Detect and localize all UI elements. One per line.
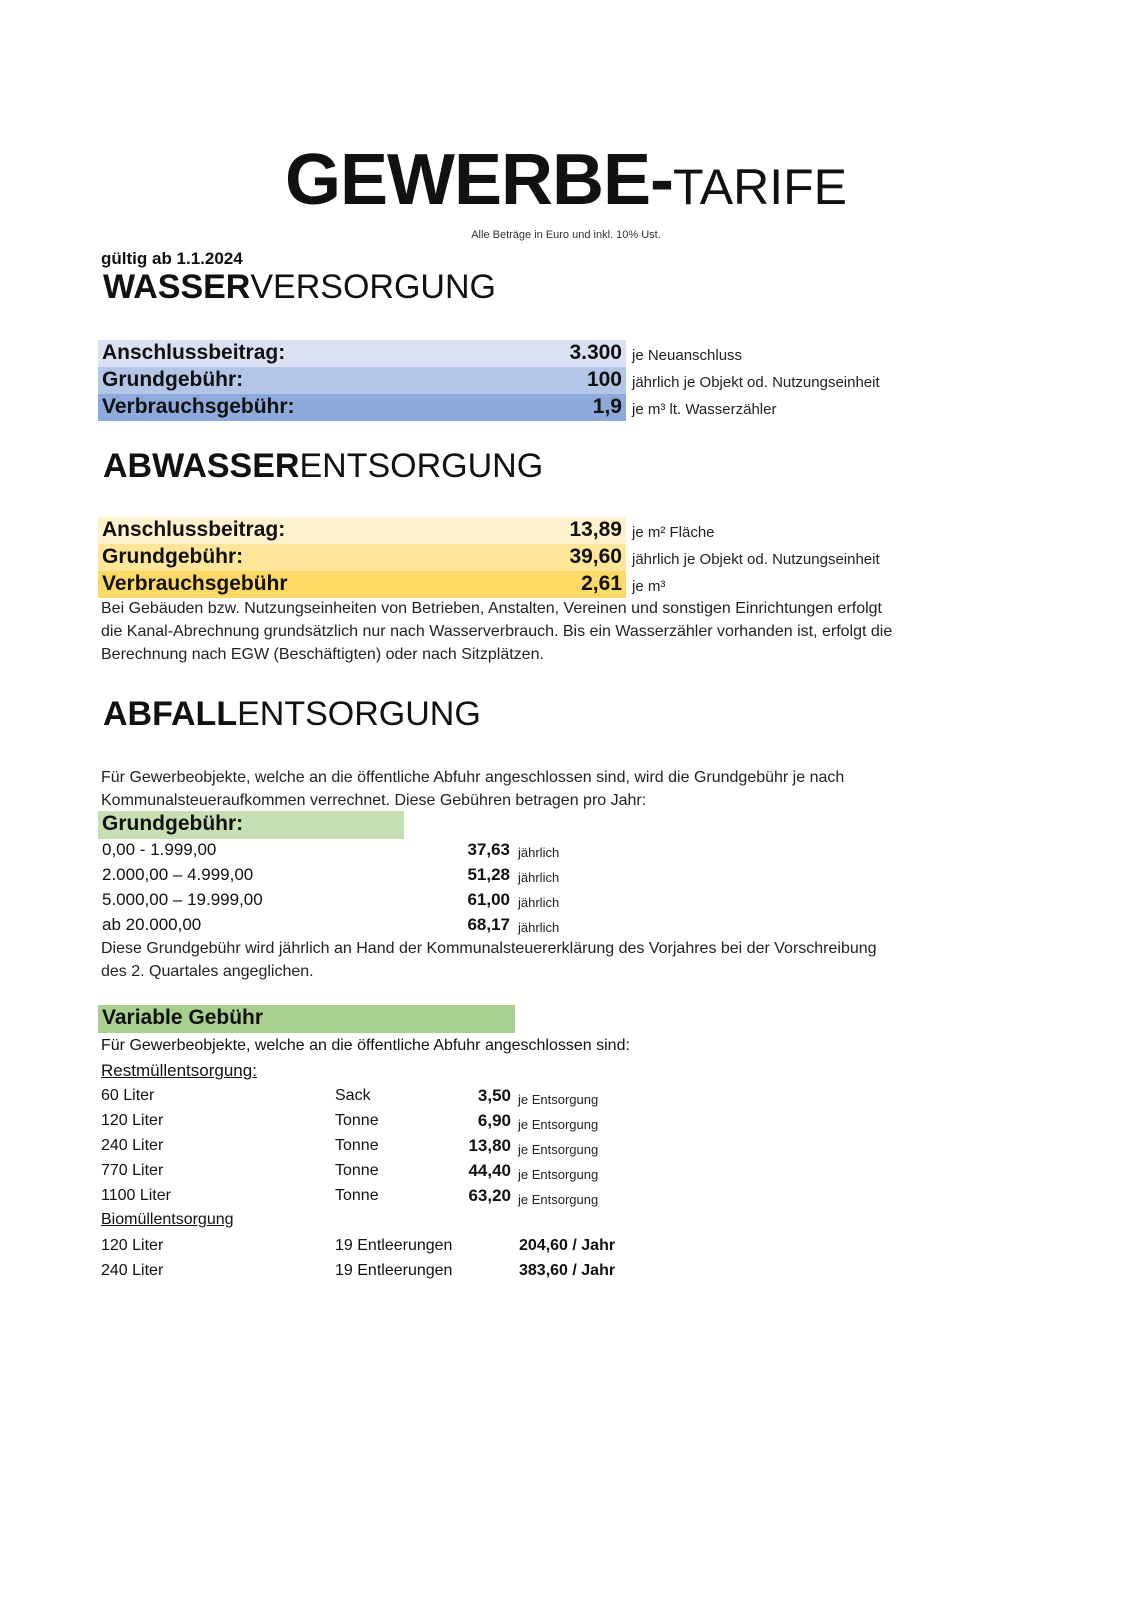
abwasser-row-grund xyxy=(98,544,626,571)
bio-price: 383,60 / Jahr xyxy=(519,1262,616,1279)
heading-abfall xyxy=(103,694,481,734)
heading-wasser xyxy=(103,267,496,307)
tier-range: ab 20.000,00 xyxy=(102,915,202,934)
wasser-row-grund xyxy=(98,367,626,394)
biomuell-label: Biomüllentsorgung xyxy=(101,1211,234,1228)
rest-size: 60 Liter xyxy=(101,1087,155,1104)
tier-unit: jährlich xyxy=(518,870,560,885)
abfall-intro-line: Kommunalsteueraufkommen verrechnet. Diese Gebühren betragen pro Jahr: xyxy=(101,792,647,809)
bio-size: 240 Liter xyxy=(101,1262,164,1279)
wasser-row-label: Verbrauchsgebühr: xyxy=(102,395,295,418)
restmuell-label: Restmüllentsorgung: xyxy=(101,1061,257,1080)
grund-note xyxy=(101,937,877,983)
tier-range: 5.000,00 – 19.999,00 xyxy=(102,890,263,909)
amount-note: Alle Beträge in Euro und inkl. 10% Ust. xyxy=(471,229,661,241)
abwasser-text-line: die Kanal-Abrechnung grundsätzlich nur nach Wasserverbrauch. Bis ein Wasserzähler vorhanden ist, erfolgt die xyxy=(101,623,893,640)
abwasser-row-label: Grundgebühr: xyxy=(102,545,244,568)
wasser-row-unit: jährlich je Objekt od. Nutzungseinheit xyxy=(632,374,880,391)
tier-value: 37,63 xyxy=(467,840,510,859)
title-bold: GEWERBE- xyxy=(284,140,673,220)
bio-price: 204,60 / Jahr xyxy=(519,1237,616,1254)
tier-range: 2.000,00 – 4.999,00 xyxy=(102,865,254,884)
variable-gebuehr-label: Variable Gebühr xyxy=(102,1006,264,1029)
heading-wasser-normal: VERSORGUNG xyxy=(250,268,496,306)
abwasser-row-unit: je m² Fläche xyxy=(632,524,715,541)
rest-unit: je Entsorgung xyxy=(518,1167,599,1182)
abwasser-row-value: 2,61 xyxy=(581,572,622,595)
bio-freq: 19 Entleerungen xyxy=(335,1237,453,1254)
page-title xyxy=(0,140,1132,240)
abwasser-row-value: 39,60 xyxy=(569,545,622,568)
wasser-row-value: 3.300 xyxy=(569,341,622,364)
grund-note-line: des 2. Quartales angeglichen. xyxy=(101,963,314,980)
abwasser-row-unit: jährlich je Objekt od. Nutzungseinheit xyxy=(632,551,880,568)
abwasser-row-anschluss xyxy=(98,517,626,544)
rest-type: Sack xyxy=(335,1087,371,1104)
rest-value: 13,80 xyxy=(468,1136,511,1155)
wasser-row-value: 1,9 xyxy=(592,395,622,418)
rest-unit: je Entsorgung xyxy=(518,1092,599,1107)
rest-type: Tonne xyxy=(335,1187,379,1204)
grundgebuehr-label: Grundgebühr: xyxy=(102,812,244,835)
rest-type: Tonne xyxy=(335,1112,379,1129)
abwasser-row-verbrauch xyxy=(98,571,626,598)
abwasser-row-value: 13,89 xyxy=(569,518,622,541)
bio-freq: 19 Entleerungen xyxy=(335,1262,453,1279)
abwasser-row-label: Verbrauchsgebühr xyxy=(102,572,288,595)
abwasser-text-line: Bei Gebäuden bzw. Nutzungseinheiten von Betrieben, Anstalten, Vereinen und sonstigen Einrichtungen erfolgt xyxy=(101,600,882,617)
title-normal: TARIFE xyxy=(672,159,848,215)
heading-wasser-bold: WASSER xyxy=(103,268,251,306)
wasser-row-verbrauch xyxy=(98,394,626,421)
wasser-row-label: Grundgebühr: xyxy=(102,368,244,391)
tier-value: 61,00 xyxy=(467,890,510,909)
variable-intro: Für Gewerbeobjekte, welche an die öffentliche Abfuhr angeschlossen sind: xyxy=(101,1037,630,1054)
wasser-row-unit: je m³ lt. Wasserzähler xyxy=(632,401,777,418)
grund-note-line: Diese Grundgebühr wird jährlich an Hand der Kommunalsteuererklärung des Vorjahres bei der Vorschreibung xyxy=(101,940,877,957)
wasser-row-label: Anschlussbeitrag: xyxy=(102,341,286,364)
rest-size: 1100 Liter xyxy=(101,1187,171,1204)
wasser-row-value: 100 xyxy=(586,368,622,391)
rest-unit: je Entsorgung xyxy=(518,1117,599,1132)
heading-abwasser-normal: ENTSORGUNG xyxy=(299,447,544,485)
rest-type: Tonne xyxy=(335,1162,379,1179)
rest-type: Tonne xyxy=(335,1137,379,1154)
rest-size: 770 Liter xyxy=(101,1162,164,1179)
rest-value: 63,20 xyxy=(468,1186,511,1205)
abfall-intro xyxy=(101,766,844,812)
grundgebuehr-bar xyxy=(98,811,404,839)
tier-value: 51,28 xyxy=(467,865,510,884)
wasser-row-anschluss xyxy=(98,340,626,367)
abfall-intro-line: Für Gewerbeobjekte, welche an die öffentliche Abfuhr angeschlossen sind, wird die Grundgebühr je nach xyxy=(101,769,845,786)
rest-value: 6,90 xyxy=(477,1111,511,1130)
bio-size: 120 Liter xyxy=(101,1237,164,1254)
tier-unit: jährlich xyxy=(518,895,560,910)
rest-unit: je Entsorgung xyxy=(518,1142,599,1157)
heading-abfall-normal: ENTSORGUNG xyxy=(237,695,481,733)
tier-unit: jährlich xyxy=(518,920,560,935)
heading-abwasser-bold: ABWASSER xyxy=(103,447,300,485)
rest-unit: je Entsorgung xyxy=(518,1192,599,1207)
tier-range: 0,00 - 1.999,00 xyxy=(102,840,217,859)
rest-size: 240 Liter xyxy=(101,1137,164,1154)
rest-value: 3,50 xyxy=(477,1086,511,1105)
abwasser-text xyxy=(101,597,892,666)
valid-from: gültig ab 1.1.2024 xyxy=(101,249,243,268)
rest-value: 44,40 xyxy=(468,1161,511,1180)
heading-abwasser xyxy=(103,446,543,486)
abwasser-row-unit: je m³ xyxy=(632,578,666,595)
tier-unit: jährlich xyxy=(518,845,560,860)
tier-value: 68,17 xyxy=(467,915,510,934)
heading-abfall-bold: ABFALL xyxy=(103,695,238,733)
rest-size: 120 Liter xyxy=(101,1112,164,1129)
wasser-row-unit: je Neuanschluss xyxy=(632,347,743,364)
abwasser-row-label: Anschlussbeitrag: xyxy=(102,518,286,541)
variable-gebuehr-bar xyxy=(98,1005,515,1033)
abwasser-text-line: Berechnung nach EGW (Beschäftigten) oder nach Sitzplätzen. xyxy=(101,646,544,663)
